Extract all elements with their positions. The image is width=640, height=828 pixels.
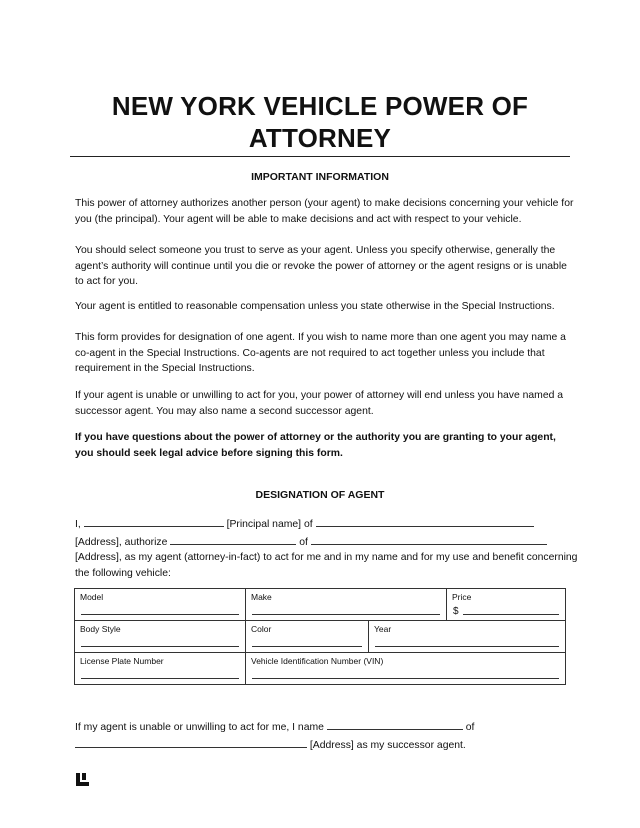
important-paragraph-4: This form provides for designation of one agent. If you wish to name more than one agent you may name a co-agent in the Special Instructions. Co-agents are not required to act together unless you include that requirement in the Special Instructions. — [75, 332, 566, 374]
important-paragraph-1: This power of attorney authorizes another person (your agent) to make decisions concerning your vehicle for you (the principal). Your agent will be able to make decisions and act with respect to your vehicle. — [75, 198, 574, 225]
document-title — [60, 90, 580, 154]
successor-address-label: [Address] as my successor agent. — [309, 739, 466, 751]
color-field[interactable] — [252, 646, 362, 647]
vin-cell[interactable] — [246, 653, 566, 685]
make-cell[interactable] — [246, 589, 447, 621]
of-label: of — [299, 536, 308, 548]
color-label: Color — [251, 624, 272, 634]
license-plate-cell[interactable] — [75, 653, 246, 685]
successor-line-2 — [75, 736, 585, 754]
title-line-2: ATTORNEY — [248, 123, 392, 153]
price-field[interactable] — [463, 614, 559, 615]
model-field[interactable] — [81, 614, 239, 615]
vin-label: Vehicle Identification Number (VIN) — [251, 656, 384, 666]
vin-field[interactable] — [252, 678, 559, 679]
important-information-heading: IMPORTANT INFORMATION — [251, 171, 389, 183]
agent-address-field[interactable] — [311, 533, 547, 545]
year-label: Year — [374, 624, 392, 634]
successor-intro: If my agent is unable or unwilling to act for me, I name — [75, 722, 324, 733]
body-style-label: Body Style — [80, 624, 121, 634]
important-paragraph-2: You should select someone you trust to serve as your agent. Unless you specify otherwise, generally the agent’s authority will continue until you die or revoke the power of attorney or the agent resigns or is unable to act for you. — [75, 245, 567, 287]
principal-address-field[interactable] — [316, 515, 534, 527]
designation-line-1 — [75, 515, 585, 533]
model-cell[interactable] — [75, 589, 246, 621]
make-field[interactable] — [252, 614, 440, 615]
successor-of-label: of — [465, 722, 475, 733]
color-cell[interactable] — [246, 621, 369, 653]
title-line-1: NEW YORK VEHICLE POWER OF — [111, 91, 529, 121]
price-label: Price — [452, 592, 472, 602]
year-field[interactable] — [375, 646, 559, 647]
successor-line-1 — [75, 718, 585, 736]
successor-address-field[interactable] — [75, 736, 307, 748]
model-label: Model — [80, 592, 104, 602]
year-cell[interactable] — [369, 621, 566, 653]
vehicle-table — [74, 588, 566, 685]
designation-of-agent-heading: DESIGNATION OF AGENT — [255, 489, 385, 501]
agent-name-field[interactable] — [170, 533, 296, 545]
principal-name-field[interactable] — [84, 515, 224, 527]
brand-logo-icon — [75, 772, 91, 788]
designation-i: I, — [75, 519, 81, 530]
make-label: Make — [251, 592, 272, 602]
designation-line-3: [Address], as my agent (attorney-in-fact) to act for me and in my name and for my use and benefit concerning the following vehicle: — [75, 552, 578, 579]
successor-agent-paragraph — [75, 718, 585, 753]
price-cell[interactable] — [447, 589, 566, 621]
successor-name-field[interactable] — [327, 718, 463, 730]
designation-paragraph — [75, 515, 585, 581]
license-plate-label: License Plate Number — [80, 656, 164, 666]
important-paragraph-5: If your agent is unable or unwilling to act for you, your power of attorney will end unless you have named a successor agent. You may also name a second successor agent. — [75, 390, 564, 417]
designation-line-2 — [75, 533, 585, 551]
title-divider — [70, 156, 570, 157]
principal-name-label: [Principal name] of — [226, 519, 313, 530]
address-authorize-label: [Address], authorize — [75, 536, 168, 548]
legal-advice-notice: If you have questions about the power of attorney or the authority you are granting to your agent, you should seek legal advice before signing this form. — [75, 432, 556, 459]
important-paragraph-3: Your agent is entitled to reasonable compensation unless you state otherwise in the Special Instructions. — [75, 301, 555, 312]
body-style-cell[interactable] — [75, 621, 246, 653]
dollar-sign: $ — [453, 606, 459, 617]
license-plate-field[interactable] — [81, 678, 239, 679]
body-style-field[interactable] — [81, 646, 239, 647]
